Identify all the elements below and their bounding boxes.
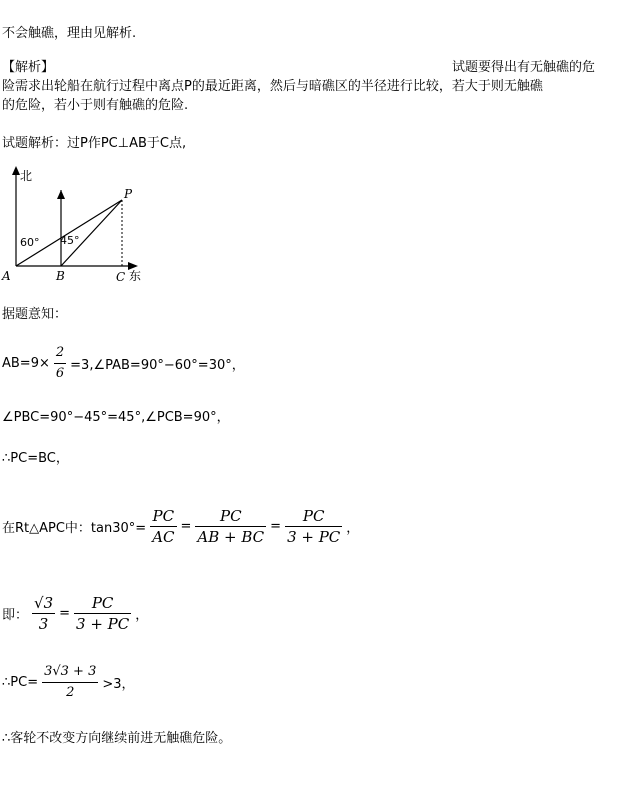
eq4-f1-den: AC bbox=[152, 528, 175, 546]
eq5-prefix: 即： bbox=[2, 608, 29, 623]
eq4-fraction-2 bbox=[195, 506, 266, 547]
label-east: 东 bbox=[129, 269, 142, 283]
label-point-c: C bbox=[116, 270, 126, 284]
eq4-prefix: 在Rt△APC中：tan30°= bbox=[2, 521, 147, 536]
eq1-frac-den: 6 bbox=[55, 366, 65, 381]
eq4-equals-b: = bbox=[270, 519, 282, 534]
eq4-suffix: ， bbox=[346, 521, 360, 536]
analysis-tag: 【解析】 bbox=[2, 60, 55, 75]
analysis-text-line3: 的危险，若小于则有触礁的危险. bbox=[2, 98, 189, 113]
eq1-fraction bbox=[54, 343, 66, 384]
north-arrow-a-icon bbox=[12, 166, 20, 175]
eq1-frac-num: 2 bbox=[54, 343, 66, 364]
eq5-f1-num: √3 bbox=[34, 594, 54, 612]
eq6-prefix: ∴PC= bbox=[2, 675, 39, 690]
equation-sqrt3 bbox=[2, 593, 152, 634]
equation-angles: ∠PBC=90°−45°=45°,∠PCB=90°， bbox=[2, 410, 230, 425]
equation-pc-value bbox=[2, 662, 139, 703]
eq4-fraction-1 bbox=[150, 506, 176, 547]
segment-bp bbox=[61, 200, 122, 266]
analysis-text-right: 试题要得出有无触礁的危 bbox=[452, 60, 596, 75]
label-angle-60: 60° bbox=[20, 236, 40, 249]
eq4-fraction-3 bbox=[285, 506, 342, 547]
eq1-suffix: =3,∠PAB=90°−60°=30°， bbox=[70, 358, 245, 373]
eq4-equals-a: = bbox=[180, 519, 192, 534]
equation-pc-bc: ∴PC=BC， bbox=[2, 451, 69, 466]
answer-line: 不会触礁，理由见解析. bbox=[2, 26, 137, 41]
eq4-f3-den: 3 + PC bbox=[287, 528, 341, 546]
eq6-suffix: >3， bbox=[102, 677, 135, 692]
eq5-f2-den: 3 + PC bbox=[76, 615, 130, 633]
equation-tan30 bbox=[2, 506, 363, 547]
segment-ap bbox=[16, 200, 122, 266]
label-angle-45: 45° bbox=[60, 234, 80, 247]
eq4-f3-num: PC bbox=[285, 506, 342, 527]
eq5-f1-den: 3 bbox=[38, 615, 49, 633]
label-north: 北 bbox=[20, 169, 33, 183]
equation-ab bbox=[2, 343, 249, 384]
geometry-figure bbox=[0, 160, 160, 285]
conclusion: ∴客轮不改变方向继续前进无触礁危险。 bbox=[2, 731, 232, 746]
eq5-equals: = bbox=[59, 606, 71, 621]
eq1-prefix: AB=9× bbox=[2, 356, 50, 371]
eq4-f2-den: AB + BC bbox=[197, 528, 265, 546]
eq5-fraction-2 bbox=[74, 593, 131, 634]
solution-intro: 试题解析：过P作PC⊥AB于C点, bbox=[2, 136, 187, 151]
analysis-text-line2: 险需求出轮船在航行过程中离点P的最近距离，然后与暗礁区的半径进行比较，若大于则无触礁 bbox=[2, 79, 543, 94]
label-point-a: A bbox=[2, 269, 11, 283]
eq5-suffix: ， bbox=[135, 608, 149, 623]
given-label: 据题意知： bbox=[2, 307, 68, 322]
eq6-fraction bbox=[42, 662, 98, 703]
eq6-frac-num: 3√3 + 3 bbox=[42, 662, 98, 683]
label-point-b: B bbox=[56, 269, 65, 283]
eq4-f1-num: PC bbox=[150, 506, 176, 527]
eq4-f2-num: PC bbox=[195, 506, 266, 527]
eq6-frac-den: 2 bbox=[66, 685, 75, 700]
eq5-fraction-1 bbox=[32, 593, 55, 634]
north-arrow-b-icon bbox=[57, 190, 65, 199]
label-point-p: P bbox=[124, 187, 133, 201]
eq5-f2-num: PC bbox=[74, 593, 131, 614]
